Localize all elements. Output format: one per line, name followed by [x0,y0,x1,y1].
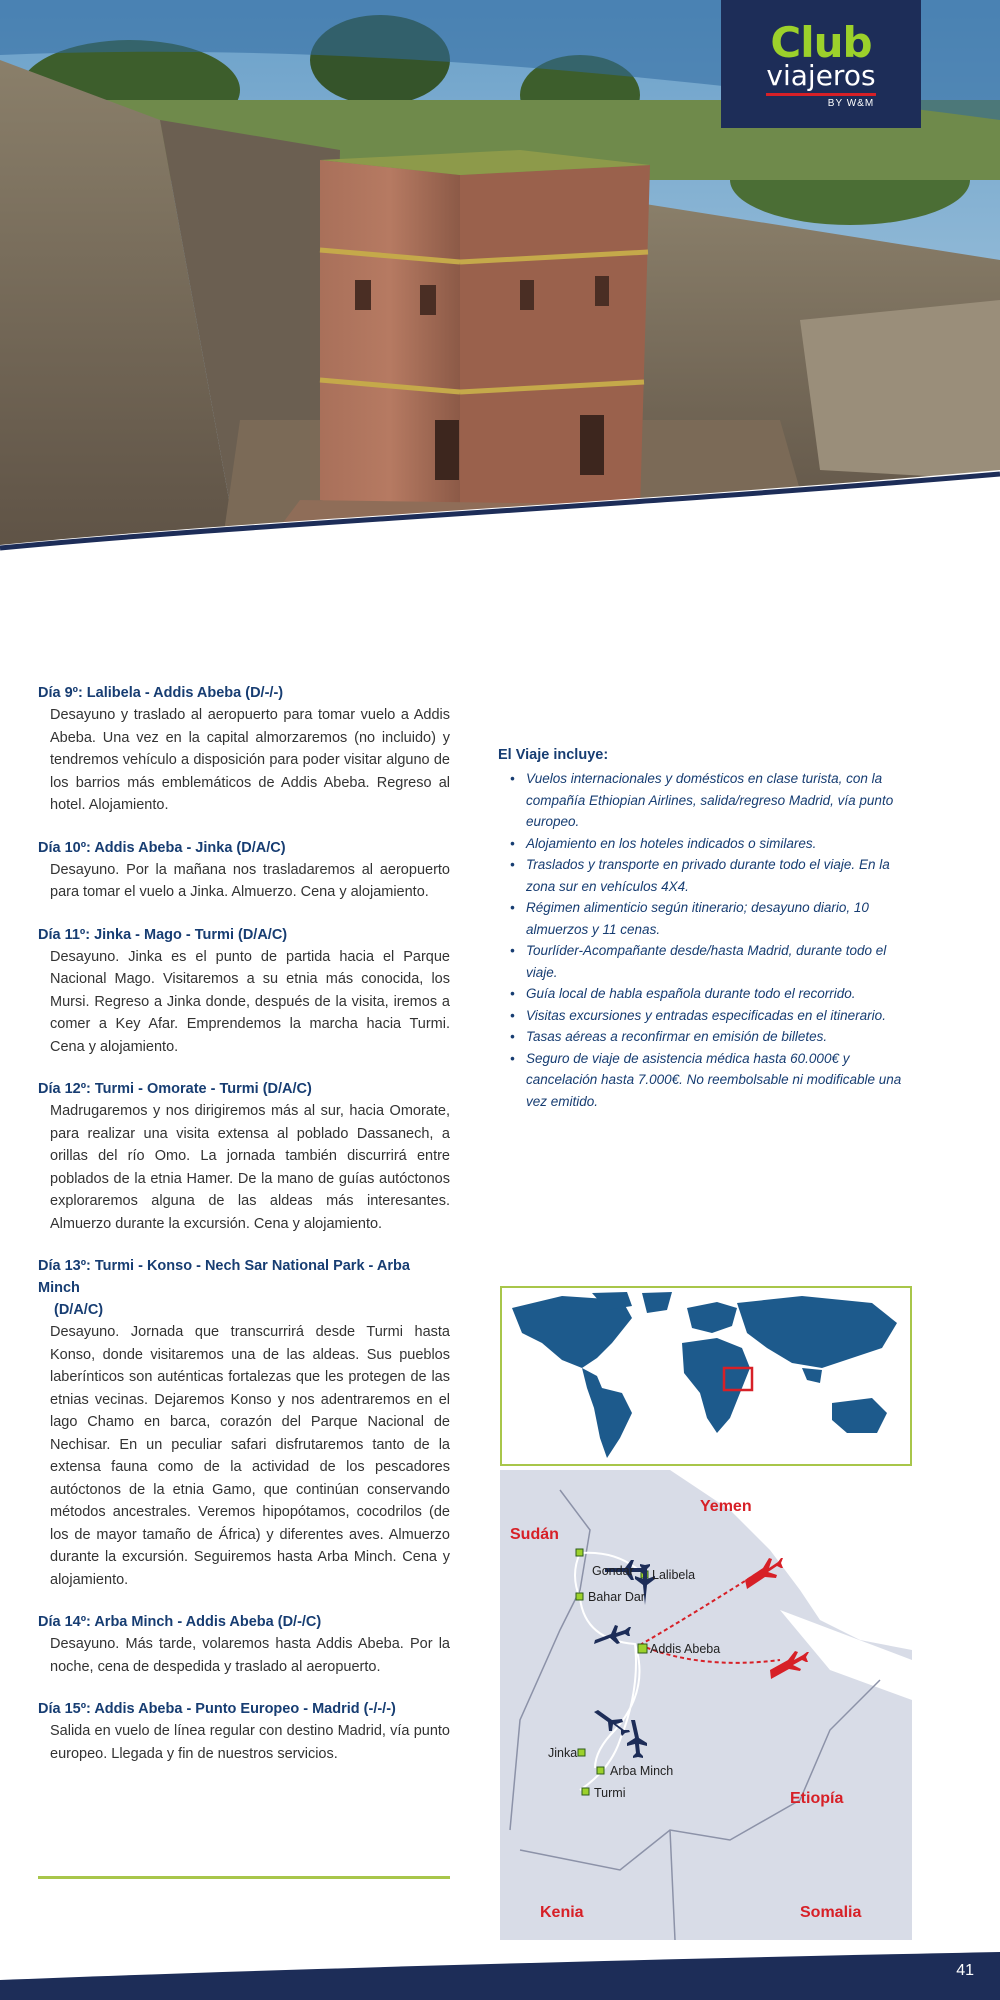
day-text: Desayuno. Jinka es el punto de partida hacia el Parque Nacional Mago. Visitaremos a su etnia más conocida, los Mursi. Regreso a Jinka donde, después de la visita, iremos a comer a Key Afar. Emprendemos la marcha hacia Turmi. Cena y alojamiento. [50,948,450,1055]
place-label-jinka: Jinka [548,1746,578,1760]
world-map-svg [502,1288,910,1464]
day-title: Día 12º: Turmi - Omorate - Turmi (D/A/C) [38,1081,312,1097]
logo-by-text: BY W&M [827,98,875,109]
day-title-main: Día 13º: Turmi - Konso - Nech Sar National Park - Arba Minch [38,1258,410,1296]
world-map [500,1286,912,1466]
route-map-svg [500,1470,912,1940]
day-title [38,1255,450,1321]
day-text: Desayuno. Más tarde, volaremos hasta Addis Abeba. Por la noche, cena de despedida y traslado al aeropuerto. [50,1636,450,1675]
place-label-bahar-dar: Bahar Dar [588,1590,645,1604]
includes-item: • Guía local de habla española durante todo el recorrido. [498,983,914,1005]
day-text: Salida en vuelo de línea regular con destino Madrid, vía punto europeo. Llegada y fin de nuestros servicios. [50,1723,450,1762]
includes-item: • Visitas excursiones y entradas especificadas en el itinerario. [498,1005,914,1027]
day-entry [38,682,450,817]
logo-red-bar [766,93,876,96]
day-title: Día 15º: Addis Abeba - Punto Europeo - Madrid (-/-/-) [38,1701,396,1717]
logo-viajeros-text: viajeros [766,59,876,92]
country-label-somalia: Somalia [800,1904,862,1921]
page-number: 41 [956,1962,974,1979]
includes-item: • Vuelos internacionales y domésticos en clase turista, con la compañía Ethiopian Airlines, salida/regreso Madrid, vía punto europeo. [498,768,914,833]
place-label-turmi: Turmi [594,1786,626,1800]
day-entry [38,1611,450,1678]
day-entry [38,837,450,904]
country-label-etiopia: Etiopía [790,1790,844,1807]
includes-item: • Seguro de viaje de asistencia médica hasta 60.000€ y cancelación hasta 7.000€. No reembolsable ni modificable una vez emitido. [498,1048,914,1113]
footer-swoosh [0,1950,1000,2000]
includes-item: • Régimen alimenticio según itinerario; desayuno diario, 10 almuerzos y 11 cenas. [498,897,914,940]
includes-title: El Viaje incluye: [498,747,609,763]
day-entry [38,1078,450,1235]
logo-club-text: Club [770,18,872,67]
day-title-cont: (D/A/C) [54,1302,104,1318]
place-label-gondar: Gondar [592,1564,634,1578]
includes-item: • Tourlíder-Acompañante desde/hasta Madrid, durante todo el viaje. [498,940,914,983]
hero-photo [0,0,1000,560]
place-label-arba-minch: Arba Minch [610,1764,674,1778]
country-label-kenia: Kenia [540,1904,584,1921]
country-label-sudan: Sudán [510,1526,559,1543]
ethiopia-route-map [500,1470,912,1940]
club-viajeros-logo [721,0,921,128]
column-divider [38,1876,450,1879]
includes-item: • Alojamiento en los hoteles indicados o similares. [498,833,914,855]
day-text: Desayuno y traslado al aeropuerto para tomar vuelo a Addis Abeba. Una vez en la capital almorzaremos (no incluido) y tendremos vehículo a disposición para poder visitar alguno de los barrios más emblemáticos de Addis Abeba. Regreso al hotel. Alojamiento. [50,707,450,813]
includes-box [498,744,914,1112]
day-title: Día 14º: Arba Minch - Addis Abeba (D/-/C) [38,1614,322,1630]
day-entry [38,924,450,1059]
includes-item: • Traslados y transporte en privado durante todo el viaje. En la zona sur en vehículos 4X4. [498,854,914,897]
day-title: Día 9º: Lalibela - Addis Abeba (D/-/-) [38,685,284,701]
includes-item: • Tasas aéreas a reconfirmar en emisión de billetes. [498,1026,914,1048]
day-text: Desayuno. Jornada que transcurrirá desde Turmi hasta Konso, donde visitaremos una de las aldeas. Sus pueblos laberínticos son auténticas fortalezas que les protegen de las etnias vecinas. Dejaremos Konso y nos adentraremos en el lago Chamo en barca, corazón del Parque Nacional de Nechisar. En un peculiar safari disfrutaremos tanto de la extensa fauna como de la actividad de los pescadores autóctonos de la etnia Gamo, que continúan conservando métodos ancestrales. Veremos hipopótamos, cocodrilos (de los de mayor tamaño de África) y diferentes aves. Almuerzo durante la excursión. Seguiremos hasta Arba Minch. Cena y alojamiento. [50,1324,450,1588]
day-text: Madrugaremos y nos dirigiremos más al sur, hacia Omorate, para realizar una visita extensa al poblado Dassanech, a orillas del río Omo. La jornada también discurrirá entre poblados de la etnia Hamer. De la mano de guías autóctonos exploraremos alguna de las aldeas más interesantes. Almuerzo durante la excursión. Cena y alojamiento. [50,1103,450,1232]
day-title: Día 11º: Jinka - Mago - Turmi (D/A/C) [38,926,288,943]
day-entry [38,1255,450,1591]
country-label-yemen: Yemen [700,1498,752,1515]
day-title: Día 10º: Addis Abeba - Jinka (D/A/C) [38,839,286,856]
day-entry [38,1698,450,1765]
place-label-addis-abeba: Addis Abeba [650,1642,721,1656]
itinerary-column [38,682,450,1785]
day-text: Desayuno. Por la mañana nos trasladaremos al aeropuerto para tomar el vuelo a Jinka. Almuerzo. Cena y alojamiento. [50,861,450,900]
includes-list [498,768,914,1112]
place-label-lalibela: Lalibela [652,1568,696,1582]
